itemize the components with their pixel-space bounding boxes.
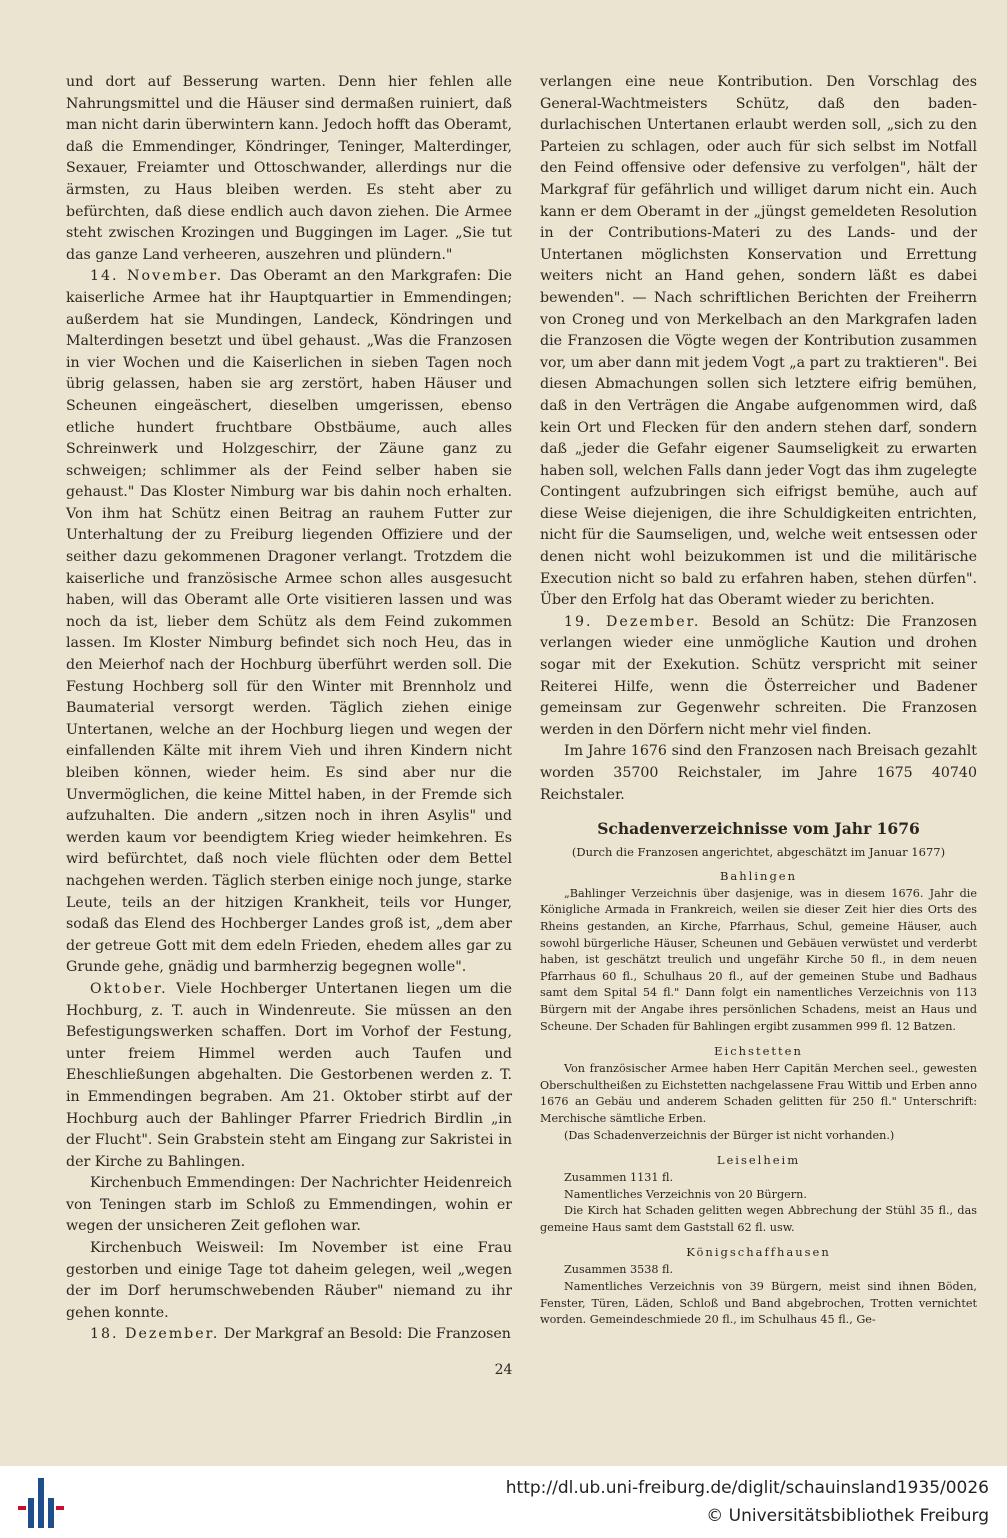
left-paragraph-6: 18. Dezember. Der Markgraf an Besold: Die Franzosen <box>90 1326 511 1343</box>
place-eichstetten-text: Von französischer Armee haben Herr Capitän Merchen seel., gewesten Oberschultheißen zu Eichstetten nachgelassene Frau Wittib und Erben anno 1676 an Gebäu und anderem Schaden gelitten für 250 fl." Unterschrift: Merchische sämtliche Erben. <box>540 1062 977 1125</box>
place-bahlingen-text: „Bahlinger Verzeichnis über dasjenige, was in diesem 1676. Jahr die Königliche Armada in Frankreich, weilen sie dieser Zeit hier dies Orts des Rheins gestanden, an Kirche, Pfarrhaus, Schul, gemeine Häuser, auch sowohl bürgerliche Häuser, Scheunen und Gebäuen verwüstet und verderbt haben, ist geschätzt treulich und ungefähr Kirche 50 fl., in dem neuen Pfarrhaus 60 fl., Schulhaus 20 fl., auf der gemeinen Stube und Badhaus samt dem Spital 54 fl." Dann folgt ein namentliches Verzeichnis von 113 Bürgern mit der Angabe ihres persönlichen Schadens, meist an Haus und Scheune. Der Schaden für Bahlingen ergibt zusammen 999 fl. 12 Batzen. <box>540 886 977 1033</box>
damage-lists <box>540 868 977 1329</box>
permalink-url[interactable]: http://dl.ub.uni-freiburg.de/diglit/schauinsland1935/0026 <box>505 1478 989 1498</box>
place-koenigschaffhausen-title: Königschaffhausen <box>686 1245 831 1260</box>
place-koenigschaffhausen-text: Namentliches Verzeichnis von 39 Bürgern, meist sind ihnen Böden, Fenster, Türen, Läden, Schloß und Band abgebrochen, Trotten vernichtet worden. Gemeindeschmiede 20 fl., im Schulhaus 45 fl., Ge- <box>540 1280 977 1327</box>
ub-freiburg-logo-icon <box>18 1476 64 1530</box>
left-paragraph-5: Kirchenbuch Weisweil: Im November ist eine Frau gestorben und einige Tage tot daheim gelegen, weil „wegen der im Dorf herumschwebenden Räuber" niemand zu ihr gehen konnte. <box>66 1240 512 1321</box>
right-paragraph-2: 19. Dezember. Besold an Schütz: Die Franzosen verlangen wieder eine unmögliche Kaution und drohen sogar mit der Exekution. Schütz verspricht mit seiner Reiterei Hilfe, wenn die Österreicher und Badener gemeinsam zur Gegenwehr schreiten. Die Franzosen werden in den Dörfern nicht mehr viel finden. <box>540 613 977 738</box>
place-leiselheim-total: Zusammen 1131 fl. <box>564 1171 674 1185</box>
place-eichstetten-note: (Das Schadenverzeichnis der Bürger ist nicht vorhanden.) <box>564 1128 895 1142</box>
page-number: 24 <box>494 1362 513 1378</box>
left-paragraph-1: und dort auf Besserung warten. Denn hier fehlen alle Nahrungsmittel und die Häuser sind dermaßen ruiniert, daß man nicht darin überwintern kann. Jedoch hofft das Oberamt, daß die Emmendinger, Köndringer, Teninger, Malterdinger, Sexauer, Freiamter und Ottoschwander, allerdings nur die ärmsten, zu Haus bleiben werden. Es steht aber zu befürchten, daß diese endlich auch davon ziehen. Die Armee steht zwischen Krozingen und Buggingen im Lager. „Sie tut das ganze Land verheeren, auszehren und plündern." <box>66 74 512 263</box>
section-subheading: (Durch die Franzosen angerichtet, abgeschätzt im Januar 1677) <box>571 844 946 859</box>
left-column <box>66 72 512 1346</box>
date-14-november: 14. November. <box>90 268 224 285</box>
right-column <box>540 72 977 1329</box>
place-leiselheim-text: Die Kirch hat Schaden gelitten wegen Abbrechung der Stühl 35 fl., das gemeine Haus samt dem Gaststall 62 fl. usw. <box>540 1204 977 1234</box>
right-paragraph-3: Im Jahre 1676 sind den Franzosen nach Breisach gezahlt worden 35700 Reichstaler, im Jahre 1675 40740 Reichstaler. <box>540 743 977 803</box>
place-leiselheim-title: Leiselheim <box>716 1153 801 1168</box>
section-heading: Schadenverzeichnisse vom Jahr 1676 <box>597 819 920 839</box>
place-koenigschaffhausen-total: Zusammen 3538 fl. <box>564 1263 674 1277</box>
left-paragraph-2: 14. November. Das Oberamt an den Markgrafen: Die kaiserliche Armee hat ihr Hauptquartier in Emmendingen; außerdem hat sie Mundingen, Landeck, Köndringen und Malterdingen besetzt und übel gehaust. „Was die Franzosen in vier Wochen und die Kaiserlichen in sieben Tagen noch übrig gelassen, haben sie arg zerstört, haben Häuser und Scheunen eingeäschert, dieselben umgerissen, ebenso etliche hundert fruchtbare Obstbäume, auch alles Schreinwerk und Holzgeschirr, der Zäune ganz zu schweigen; schlimmer als der Feind selber haben sie gehaust." Das Kloster Nimburg war bis dahin noch erhalten. Von ihm hat Schütz einen Beitrag an rauhem Futter zur Unterhaltung der zu Freiburg liegenden Offiziere und der seither dazu gekommenen Dragoner verlangt. Trotzdem die kaiserliche und französische Armee schon alles ausgesucht haben, will das Oberamt alle Orte visitieren lassen und was noch da ist, lieber dem Schütz als dem Feind zukommen lassen. Im Kloster Nimburg befindet sich noch Heu, das in den Meierhof nach der Hochburg überführt werden soll. Die Festung Hochberg soll für den Winter mit Brennholz und Baumaterial versorgt werden. Täglich ziehen einige Untertanen, welche an der Hochburg liegen und wegen der einfallenden Kälte mit ihrem Vieh und ihren Kindern nicht bleiben können, wieder heim. Es sind aber nur die Unvermöglichen, die keine Mittel haben, in der Fremde sich aufzuhalten. Die andern „sitzen noch in ihren Asylis" und werden kaum vor beendigtem Krieg wieder heimkehren. Es wird befürchtet, daß noch viele flüchten oder dem Bettel nachgehen werden. Täglich sterben einige noch junge, starke Leute, teils an der hitzigen Krankheit, teils vor Hunger, sodaß das Elend des Hochberger Landes groß ist, „dem aber der getreue Gott mit dem edeln Frieden, ehedem alles gar zu Grunde gehe, gnädig und barmherzig begegnen wolle". <box>66 268 512 976</box>
library-footer <box>0 1466 1007 1538</box>
copyright-credit: © Universitätsbibliothek Freiburg <box>706 1506 989 1526</box>
date-18-dezember: 18. Dezember. <box>90 1326 220 1343</box>
place-leiselheim-list: Namentliches Verzeichnis von 20 Bürgern. <box>564 1187 807 1201</box>
left-paragraph-3: Oktober. Viele Hochberger Untertanen liegen um die Hochburg, z. T. auch in Windenreute. Sie müssen an den Befestigungswerken schaffen. Dort im Vorhof der Festung, unter freiem Himmel werden auch Taufen und Eheschließungen abgehalten. Die Gestorbenen werden z. T. in Emmendingen begraben. Am 21. Oktober stirbt auf der Hochburg auch der Bahlinger Pfarrer Friedrich Birdlin „in der Flucht". Sein Grabstein steht am Eingang zur Sakristei in der Kirche zu Bahlingen. <box>66 980 512 1170</box>
place-eichstetten-title: Eichstetten <box>714 1044 803 1059</box>
date-19-dezember: 19. Dezember. <box>564 613 701 630</box>
place-bahlingen-title: Bahlingen <box>719 868 798 883</box>
date-oktober: Oktober. <box>90 980 168 997</box>
left-paragraph-4: Kirchenbuch Emmendingen: Der Nachrichter Heidenreich von Teningen starb im Schloß zu Emmendingen, wohin er wegen der unsicheren Zeit geflohen war. <box>66 1175 512 1235</box>
right-paragraph-1: verlangen eine neue Kontribution. Den Vorschlag des General-Wachtmeisters Schütz, daß den baden-durlachischen Untertanen erlaubt werden soll, „sich zu den Parteien zu schlagen, oder auch für sich selbst im Notfall den Feind offensive oder defensive zu verfolgen", hält der Markgraf für gefährlich und williget darum nicht ein. Auch kann er dem Oberamt in der „jüngst gemeldeten Resolution in der Contributions-Materi zu des Lands- und der Untertanen möglichsten Konservation und Errettung weiters nicht an Hand gehen, sondern läßt es dabei bewenden". — Nach schriftlichen Berichten der Freiherrn von Croneg und von Merkelbach an den Markgrafen laden die Franzosen die Vögte wegen der Kontribution zusammen vor, um aber dann mit jedem Vogt „a part zu traktieren". Bei diesen Abmachungen sollen sich letztere eifrig bemühen, daß in den Verträgen die Angabe aufgenommen wird, daß kein Ort und Flecken für den andern stehen darf, sondern daß „jeder die Gefahr eigener Saumseligkeit zu erwarten haben soll, welchen Falls dann jeder Vogt das ihm zugelegte Contingent aufzubringen sich eifrigst bemühe, auch auf diese Weise diejenigen, die ihre Schuldigkeiten entrichten, nicht für die Saumseligen, und, welche weit entsessen oder denen nicht wohl beizukommen ist und die militärische Execution nicht so bald zu erfahren haben, stehen dürfen". Über den Erfolg hat das Oberamt wieder zu berichten. <box>540 74 977 609</box>
